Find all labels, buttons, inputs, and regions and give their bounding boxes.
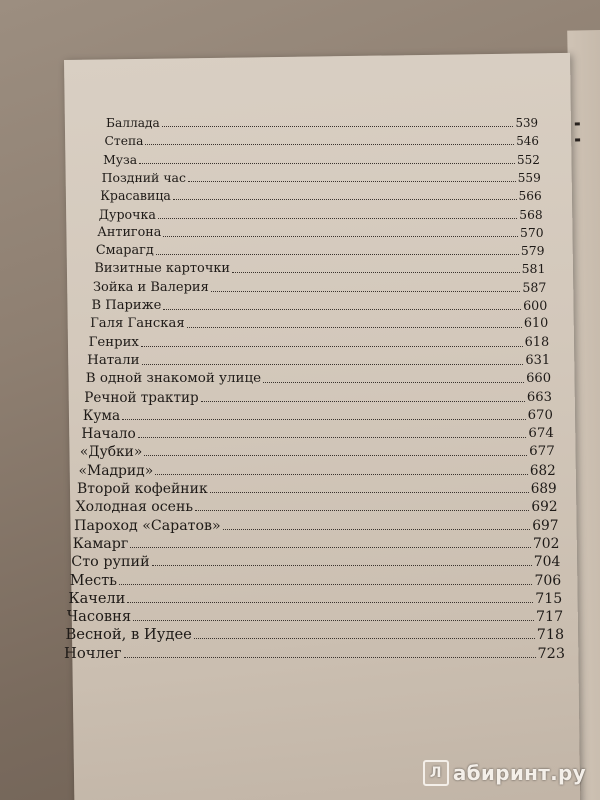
toc-leader-dots [155, 474, 528, 475]
toc-entry-page: 610 [523, 316, 549, 332]
toc-leader-dots [223, 529, 531, 530]
toc-entry-page: 579 [520, 243, 545, 259]
toc-entry [68, 589, 562, 607]
toc-entry [100, 186, 542, 204]
toc-entry-page: 660 [526, 371, 552, 387]
toc-entry-title: Ночлег [64, 644, 122, 662]
toc-entry-page: 559 [517, 170, 541, 185]
labirint-logo-icon: Л [423, 760, 449, 786]
toc-entry-title: Натали [87, 352, 140, 368]
toc-entry [84, 388, 552, 406]
toc-leader-dots [187, 327, 522, 328]
toc-leader-dots [201, 401, 525, 402]
toc-leader-dots [138, 437, 527, 438]
toc-entry-page: 697 [532, 517, 559, 534]
toc-entry [99, 205, 543, 223]
toc-entry [77, 479, 557, 497]
toc-entry [74, 516, 558, 534]
toc-entry-title: «Дубки» [79, 444, 143, 461]
toc-entry-title: Кума [82, 407, 121, 424]
toc-entry-title: Начало [81, 426, 136, 443]
toc-entry-page: 702 [532, 535, 560, 552]
toc-entry-page: 546 [516, 134, 539, 149]
toc-entry-page: 706 [534, 572, 562, 589]
toc-entry [102, 168, 541, 186]
toc-leader-dots [144, 455, 527, 456]
toc-entry-title: Дурочка [98, 206, 156, 222]
toc-leader-dots [211, 291, 521, 292]
toc-entry-page: 570 [520, 225, 544, 240]
toc-leader-dots [122, 419, 526, 420]
toc-entry [105, 131, 539, 149]
toc-entry [78, 461, 555, 479]
toc-entry-page: 692 [531, 499, 558, 516]
toc-entry [64, 644, 565, 662]
toc-leader-dots [162, 126, 514, 127]
toc-leader-dots [163, 236, 518, 237]
toc-entry-title: Пароход «Саратов» [74, 517, 221, 534]
toc-entry-page: 566 [518, 189, 542, 204]
toc-entry [103, 150, 540, 168]
toc-entry [65, 625, 564, 643]
toc-entry [89, 333, 550, 351]
toc-entry [71, 552, 560, 570]
toc-entry-page: 717 [535, 609, 564, 626]
toc-entry-title: Месть [69, 572, 118, 589]
toc-entry [93, 278, 546, 296]
toc-entry-title: «Мадрид» [78, 462, 154, 479]
toc-entry-title: Второй кофейник [77, 481, 208, 497]
toc-entry-title: Сто рупий [71, 554, 150, 571]
toc-entry-title: Весной, в Иудее [65, 626, 192, 644]
toc-entry-title: Холодная осень [75, 499, 194, 516]
toc-leader-dots [188, 181, 516, 182]
toc-entry-title: Степа [104, 134, 144, 149]
toc-entry [73, 534, 560, 552]
toc-entry [76, 497, 558, 515]
toc-entry-page: 718 [536, 627, 565, 644]
toc-entry [86, 369, 551, 387]
toc-entry-title: Речной трактир [84, 389, 199, 406]
toc-entry [94, 259, 545, 277]
toc-entry-title: Часовня [66, 608, 132, 626]
toc-leader-dots [163, 309, 521, 310]
toc-entry-title: Генрих [88, 334, 139, 350]
toc-entry-page: 587 [522, 279, 547, 295]
toc-entry-page: 689 [530, 481, 557, 497]
toc-entry-page: 581 [521, 261, 546, 277]
toc-entry-title: Красавица [100, 188, 171, 204]
toc-leader-dots [173, 199, 517, 200]
watermark-text: абиринт.ру [452, 761, 586, 785]
toc-leader-dots [156, 254, 519, 255]
toc-entry-page: 682 [529, 462, 556, 479]
toc-entry-page: 674 [528, 426, 554, 442]
toc-entry-page: 539 [515, 116, 538, 130]
toc-leader-dots [142, 364, 524, 365]
toc-entry [97, 223, 543, 241]
toc-entry-page: 677 [529, 444, 555, 460]
toc-entry-page: 631 [525, 352, 551, 368]
toc-leader-dots [152, 565, 532, 566]
toc-leader-dots [119, 584, 532, 585]
toc-entry-title: Камарг [72, 535, 129, 552]
toc-entry-page: 552 [516, 152, 540, 167]
toc-entry [80, 442, 555, 460]
labirint-watermark [423, 760, 586, 786]
toc-entry-title: Зойка и Валерия [92, 279, 209, 295]
toc-entry [96, 241, 545, 259]
toc-entry-title: В одной знакомой улице [85, 371, 262, 387]
toc-entry-title: Антигона [97, 224, 162, 240]
toc-entry [106, 113, 538, 131]
toc-leader-dots [141, 346, 523, 347]
toc-entry-page: 715 [535, 590, 563, 607]
toc-leader-dots [232, 272, 520, 273]
toc-entry-page: 618 [524, 334, 550, 350]
toc-entry [92, 296, 548, 314]
toc-entry-title: Баллада [106, 116, 160, 130]
toc-entry [81, 424, 553, 442]
toc-entry-page: 663 [526, 389, 552, 405]
toc-entry-title: Поздний час [101, 169, 186, 185]
toc-leader-dots [130, 547, 531, 548]
toc-leader-dots [210, 492, 529, 493]
toc-entry [87, 351, 550, 369]
toc-entry-title: Визитные карточки [94, 261, 231, 277]
toc-entry [90, 314, 548, 332]
toc-leader-dots [139, 163, 515, 164]
toc-entry-page: 600 [523, 298, 548, 313]
toc-entry-title: В Париже [91, 298, 162, 313]
toc-leader-dots [194, 638, 535, 639]
toc-leader-dots [263, 382, 524, 383]
toc-leader-dots [133, 620, 534, 621]
toc-leader-dots [124, 657, 536, 658]
toc-leader-dots [158, 218, 517, 219]
toc-entry [67, 607, 563, 625]
toc-leader-dots [145, 144, 514, 145]
toc-entry-page: 704 [533, 554, 561, 571]
toc-entry-title: Муза [103, 152, 138, 167]
toc-entry-title: Галя Ганская [90, 316, 185, 332]
toc-entry-title: Смарагд [95, 243, 154, 259]
toc-entry-title: Качели [68, 590, 126, 607]
toc-entry-page: 568 [519, 207, 543, 222]
toc-leader-dots [195, 510, 529, 511]
toc-entry [83, 406, 553, 424]
toc-entry-page: 670 [527, 407, 553, 423]
toc-leader-dots [127, 602, 533, 603]
toc-entry [70, 571, 561, 589]
toc-entry-page: 723 [537, 645, 565, 662]
